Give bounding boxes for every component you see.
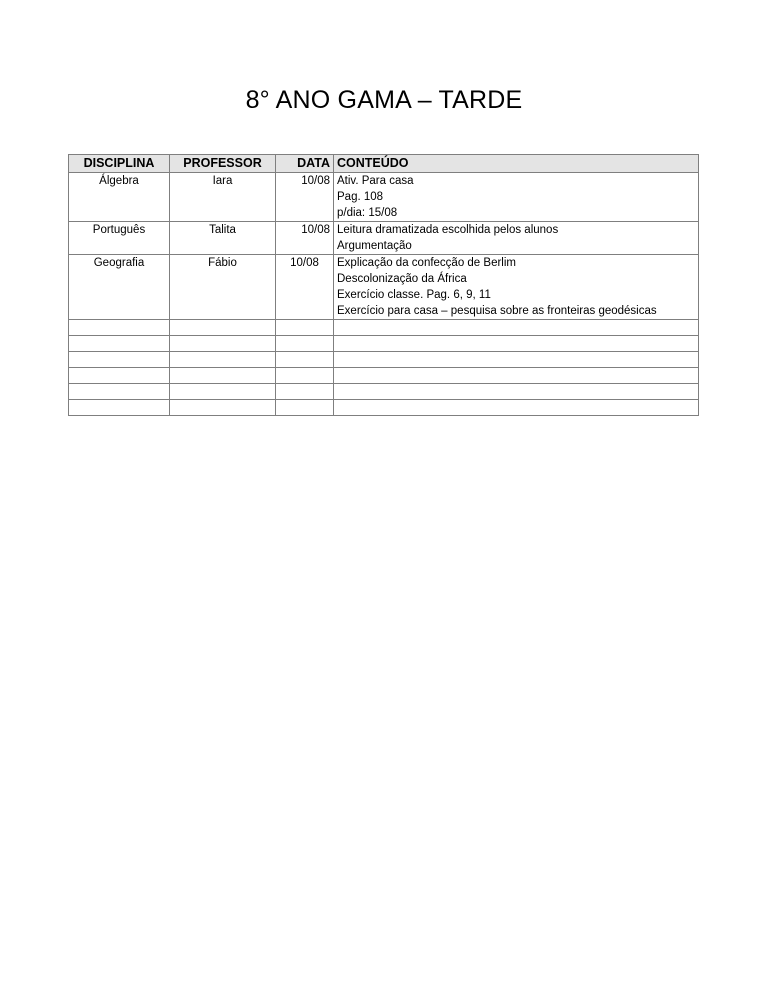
header-conteudo: CONTEÚDO — [334, 155, 699, 173]
table-row — [69, 173, 699, 222]
table-row — [69, 222, 699, 255]
cell-professor: Fábio — [170, 255, 276, 320]
cell-data: 10/08 — [276, 222, 334, 255]
header-disciplina: DISCIPLINA — [69, 155, 170, 173]
cell-conteudo — [334, 173, 699, 222]
cell-disciplina: Geografia — [69, 255, 170, 320]
cell-disciplina: Álgebra — [69, 173, 170, 222]
cell-professor: Talita — [170, 222, 276, 255]
content-line: Descolonização da África — [337, 273, 467, 285]
cell-disciplina: Português — [69, 222, 170, 255]
cell-data: 10/08 — [276, 255, 334, 320]
schedule-table — [68, 154, 699, 416]
empty-row — [69, 336, 699, 352]
content-line: Exercício para casa – pesquisa sobre as fronteiras geodésicas — [337, 305, 657, 317]
cell-data: 10/08 — [276, 173, 334, 222]
table-row — [69, 255, 699, 320]
empty-row — [69, 368, 699, 384]
cell-conteudo — [334, 255, 699, 320]
empty-row — [69, 384, 699, 400]
content-line: p/dia: 15/08 — [337, 207, 398, 219]
empty-row — [69, 320, 699, 336]
empty-row — [69, 400, 699, 416]
cell-conteudo — [334, 222, 699, 255]
content-line: Argumentação — [337, 240, 412, 252]
content-line: Pag. 108 — [337, 191, 384, 203]
content-line: Exercício classe. Pag. 6, 9, 11 — [337, 289, 491, 301]
header-data: DATA — [276, 155, 334, 173]
content-line: Explicação da confecção de Berlim — [337, 257, 516, 269]
header-row — [69, 155, 699, 173]
empty-row — [69, 352, 699, 368]
cell-professor: Iara — [170, 173, 276, 222]
content-line: Leitura dramatizada escolhida pelos alunos — [337, 224, 559, 236]
content-line: Ativ. Para casa — [337, 175, 414, 187]
header-professor: PROFESSOR — [170, 155, 276, 173]
page-title: 8° ANO GAMA – TARDE — [245, 86, 523, 114]
